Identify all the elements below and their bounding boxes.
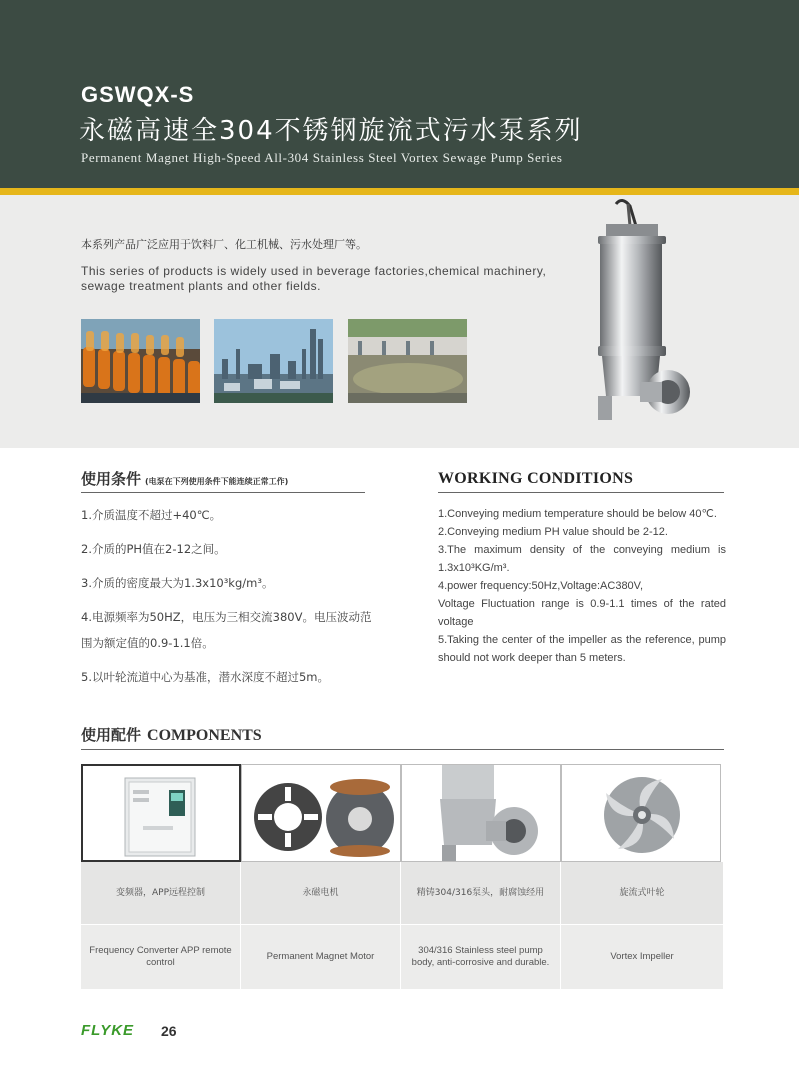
condition-en-item-5: Voltage Fluctuation range is 0.9-1.1 times of the rated voltage xyxy=(438,598,726,628)
intro-text-cn: 本系列产品广泛应用于饮料厂、化工机械、污水处理厂等。 xyxy=(81,238,367,251)
chemical-plant-photo xyxy=(214,319,333,403)
brand-logo: FLYKE xyxy=(81,1022,135,1039)
components-divider xyxy=(81,749,724,750)
conditions-cn-note: (电泵在下列使用条件下能连续正常工作) xyxy=(145,477,289,486)
components-title-cn: 使用配件 xyxy=(81,726,142,744)
conditions-cn-divider xyxy=(81,492,365,493)
component-cn-label-1: 变频器，APP远程控制 xyxy=(81,862,241,924)
component-en-label-4: Vortex Impeller xyxy=(561,925,724,989)
condition-en-item-4: 4.power frequency:50Hz,Voltage:AC380V, xyxy=(438,580,644,592)
impeller-image xyxy=(561,764,721,862)
page-number: 26 xyxy=(161,1023,177,1039)
condition-cn-item-3: 3.介质的密度最大为1.3x10³kg/m³。 xyxy=(81,576,274,590)
conditions-cn-title: 使用条件 xyxy=(81,470,142,488)
component-cn-label-3: 精铸304/316泵头，耐腐蚀经用 xyxy=(401,862,561,924)
condition-cn-item-2: 2.介质的PH值在2-12之间。 xyxy=(81,542,226,556)
condition-cn-item-5: 5.以叶轮流道中心为基准，潜水深度不超过5m。 xyxy=(81,670,329,684)
conditions-en-title: WORKING CONDITIONS xyxy=(438,470,634,487)
component-en-label-3: 304/316 Stainless steel pump body, anti-corrosive and durable. xyxy=(401,925,561,989)
pump-body-image xyxy=(401,764,561,862)
conditions-cn-heading xyxy=(81,468,288,489)
pump-product-image xyxy=(578,196,698,426)
motor-image xyxy=(241,764,401,862)
component-en-label-2: Permanent Magnet Motor xyxy=(241,925,401,989)
condition-en-item-3: 3.The maximum density of the conveying medium is 1.3x10³KG/m³. xyxy=(438,544,726,574)
condition-en-item-6: 5.Taking the center of the impeller as the reference, pump should not work deeper than 5 meters. xyxy=(438,634,726,664)
model-code: GSWQX-S xyxy=(81,82,195,107)
control-cabinet-image xyxy=(81,764,241,862)
conditions-en-divider xyxy=(438,492,724,493)
beverage-factory-photo xyxy=(81,319,200,403)
component-en-label-1: Frequency Converter APP remote control xyxy=(81,925,241,989)
intro-text-en: This series of products is widely used in beverage factories,chemical machinery, sewage treatment plants and other fields. xyxy=(81,264,547,293)
condition-en-item-1: 1.Conveying medium temperature should be below 40℃. xyxy=(438,508,717,520)
title-chinese: 永磁高速全304不锈钢旋流式污水泵系列 xyxy=(79,116,583,146)
components-table xyxy=(81,764,724,989)
component-cn-label-2: 永磁电机 xyxy=(241,862,401,924)
condition-cn-item-1: 1.介质温度不超过+40℃。 xyxy=(81,508,222,522)
components-title-en: COMPONENTS xyxy=(147,727,262,744)
conditions-en-list xyxy=(438,505,726,667)
title-english: Permanent Magnet High-Speed All-304 Stainless Steel Vortex Sewage Pump Series xyxy=(81,150,563,165)
components-heading xyxy=(81,724,262,745)
condition-cn-item-4: 4.电源频率为50HZ，电压为三相交流380V。电压波动范围为额定值的0.9-1.1倍。 xyxy=(81,610,372,650)
header-accent-stripe xyxy=(0,188,799,195)
condition-en-item-2: 2.Conveying medium PH value should be 2-12. xyxy=(438,526,668,538)
sewage-plant-photo xyxy=(348,319,467,403)
component-cn-label-4: 旋流式叶轮 xyxy=(561,862,724,924)
